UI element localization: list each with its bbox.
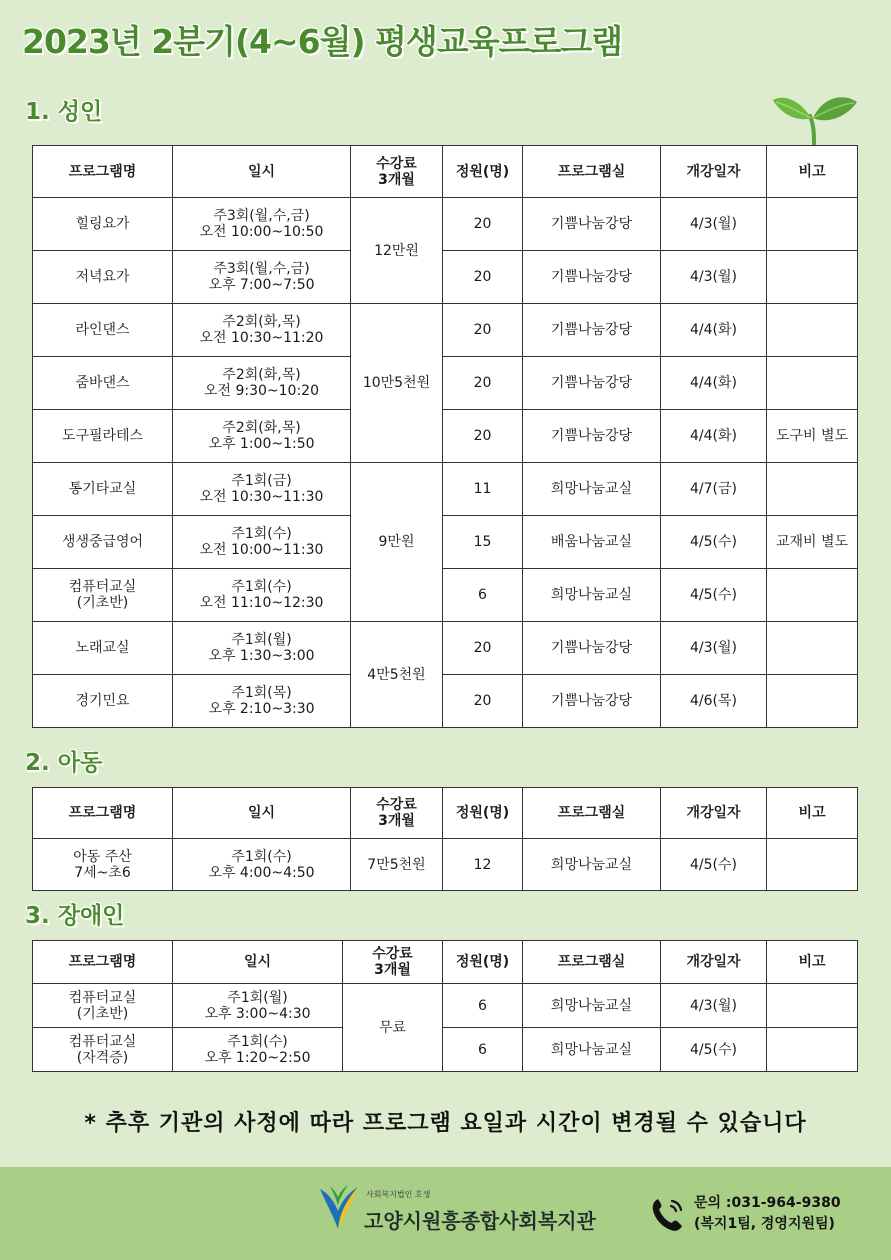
program-name: 컴퓨터교실 (자격증) [33, 1028, 173, 1072]
table-row [33, 463, 858, 516]
program-room: 희망나눔교실 [523, 984, 661, 1028]
program-fee: 무료 [343, 984, 443, 1072]
program-note [767, 251, 858, 304]
program-room: 희망나눔교실 [523, 463, 661, 516]
program-schedule: 주1회(수) 오후 1:20~2:50 [173, 1028, 343, 1072]
section-title-disabled: 3. 장애인 [25, 903, 125, 929]
header-capacity: 정원(명) [443, 941, 523, 984]
program-name: 컴퓨터교실 (기초반) [33, 569, 173, 622]
program-note [767, 984, 858, 1028]
header-program-name: 프로그램명 [33, 941, 173, 984]
table-row [33, 984, 858, 1028]
program-capacity: 6 [443, 984, 523, 1028]
program-note [767, 839, 858, 891]
program-room: 기쁨나눔강당 [523, 357, 661, 410]
program-fee: 12만원 [351, 198, 443, 304]
program-capacity: 20 [443, 675, 523, 728]
table-row [33, 569, 858, 622]
footer [0, 1167, 891, 1260]
program-schedule: 주2회(화,목) 오전 9:30~10:20 [173, 357, 351, 410]
header-room: 프로그램실 [523, 788, 661, 839]
sprout-icon [770, 88, 860, 150]
header-note: 비고 [767, 146, 858, 198]
program-name: 줌바댄스 [33, 357, 173, 410]
program-start-date: 4/3(월) [661, 251, 767, 304]
program-note [767, 675, 858, 728]
program-note [767, 463, 858, 516]
program-capacity: 20 [443, 410, 523, 463]
header-fee: 수강료 3개월 [343, 941, 443, 984]
contact-phone: 문의 :031-964-9380 [694, 1195, 841, 1211]
program-start-date: 4/4(화) [661, 410, 767, 463]
program-capacity: 20 [443, 304, 523, 357]
program-note [767, 357, 858, 410]
program-start-date: 4/5(수) [661, 839, 767, 891]
program-start-date: 4/3(월) [661, 198, 767, 251]
contact-teams: (복지1팀, 경영지원팀) [694, 1216, 835, 1232]
program-room: 희망나눔교실 [523, 569, 661, 622]
program-schedule: 주3회(월,수,금) 오전 10:00~10:50 [173, 198, 351, 251]
program-schedule: 주1회(수) 오후 4:00~4:50 [173, 839, 351, 891]
table-header-row [33, 941, 858, 984]
contact-info [650, 1193, 870, 1241]
program-schedule: 주1회(월) 오후 3:00~4:30 [173, 984, 343, 1028]
program-start-date: 4/5(수) [661, 569, 767, 622]
logo-foundation-label: 사회복지법인 호생 [366, 1190, 431, 1199]
section-title-children: 2. 아동 [25, 750, 103, 776]
program-room: 희망나눔교실 [523, 1028, 661, 1072]
program-note: 도구비 별도 [767, 410, 858, 463]
program-room: 기쁨나눔강당 [523, 675, 661, 728]
program-room: 기쁨나눔강당 [523, 304, 661, 357]
program-capacity: 12 [443, 839, 523, 891]
program-capacity: 6 [443, 1028, 523, 1072]
adult-program-table [32, 145, 858, 728]
table-row [33, 675, 858, 728]
header-start-date: 개강일자 [661, 941, 767, 984]
header-capacity: 정원(명) [443, 788, 523, 839]
program-name: 라인댄스 [33, 304, 173, 357]
header-schedule: 일시 [173, 941, 343, 984]
header-room: 프로그램실 [523, 941, 661, 984]
table-row [33, 198, 858, 251]
program-name: 생생중급영어 [33, 516, 173, 569]
program-name: 도구필라테스 [33, 410, 173, 463]
program-name: 컴퓨터교실 (기초반) [33, 984, 173, 1028]
header-program-name: 프로그램명 [33, 146, 173, 198]
program-fee: 7만5천원 [351, 839, 443, 891]
page-title: 2023년 2분기(4~6월) 평생교육프로그램 [22, 22, 623, 61]
children-program-table [32, 787, 858, 891]
program-start-date: 4/5(수) [661, 516, 767, 569]
program-room: 기쁨나눔강당 [523, 410, 661, 463]
program-capacity: 11 [443, 463, 523, 516]
program-capacity: 20 [443, 251, 523, 304]
program-name: 통기타교실 [33, 463, 173, 516]
program-schedule: 주1회(수) 오전 11:10~12:30 [173, 569, 351, 622]
header-fee: 수강료 3개월 [351, 788, 443, 839]
table-header-row [33, 146, 858, 198]
header-schedule: 일시 [173, 788, 351, 839]
table-header-row [33, 788, 858, 839]
table-row [33, 1028, 858, 1072]
header-start-date: 개강일자 [661, 146, 767, 198]
header-note: 비고 [767, 941, 858, 984]
program-name: 힐링요가 [33, 198, 173, 251]
program-capacity: 20 [443, 198, 523, 251]
header-capacity: 정원(명) [443, 146, 523, 198]
program-schedule: 주1회(목) 오후 2:10~3:30 [173, 675, 351, 728]
program-name: 노래교실 [33, 622, 173, 675]
table-row [33, 304, 858, 357]
program-name: 아동 주산 7세~초6 [33, 839, 173, 891]
program-name: 저녁요가 [33, 251, 173, 304]
header-start-date: 개강일자 [661, 788, 767, 839]
table-row [33, 516, 858, 569]
program-name: 경기민요 [33, 675, 173, 728]
program-capacity: 20 [443, 357, 523, 410]
program-room: 기쁨나눔강당 [523, 198, 661, 251]
logo-organization-name: 고양시원흥종합사회복지관 [364, 1209, 596, 1233]
table-row [33, 622, 858, 675]
table-row [33, 410, 858, 463]
program-capacity: 15 [443, 516, 523, 569]
table-row [33, 251, 858, 304]
program-fee: 4만5천원 [351, 622, 443, 728]
program-schedule: 주1회(수) 오전 10:00~11:30 [173, 516, 351, 569]
program-start-date: 4/5(수) [661, 1028, 767, 1072]
program-start-date: 4/4(화) [661, 304, 767, 357]
program-start-date: 4/6(목) [661, 675, 767, 728]
program-start-date: 4/3(월) [661, 622, 767, 675]
header-fee: 수강료 3개월 [351, 146, 443, 198]
program-capacity: 20 [443, 622, 523, 675]
table-row [33, 357, 858, 410]
program-start-date: 4/3(월) [661, 984, 767, 1028]
program-note [767, 198, 858, 251]
section-title-adult: 1. 성인 [25, 99, 103, 125]
program-note [767, 622, 858, 675]
header-schedule: 일시 [173, 146, 351, 198]
table-row [33, 839, 858, 891]
program-schedule: 주1회(금) 오전 10:30~11:30 [173, 463, 351, 516]
program-start-date: 4/4(화) [661, 357, 767, 410]
program-room: 희망나눔교실 [523, 839, 661, 891]
program-note: 교재비 별도 [767, 516, 858, 569]
program-note [767, 1028, 858, 1072]
program-start-date: 4/7(금) [661, 463, 767, 516]
program-note [767, 304, 858, 357]
program-capacity: 6 [443, 569, 523, 622]
header-note: 비고 [767, 788, 858, 839]
header-program-name: 프로그램명 [33, 788, 173, 839]
phone-icon [650, 1195, 686, 1233]
logo-emblem-icon [316, 1183, 362, 1233]
program-schedule: 주2회(화,목) 오후 1:00~1:50 [173, 410, 351, 463]
program-schedule: 주1회(월) 오후 1:30~3:00 [173, 622, 351, 675]
program-room: 기쁨나눔강당 [523, 251, 661, 304]
program-room: 기쁨나눔강당 [523, 622, 661, 675]
program-fee: 10만5천원 [351, 304, 443, 463]
program-fee: 9만원 [351, 463, 443, 622]
disabled-program-table [32, 940, 858, 1072]
program-schedule: 주3회(월,수,금) 오후 7:00~7:50 [173, 251, 351, 304]
program-room: 배움나눔교실 [523, 516, 661, 569]
schedule-change-notice: * 추후 기관의 사정에 따라 프로그램 요일과 시간이 변경될 수 있습니다 [84, 1111, 807, 1136]
organization-logo [316, 1181, 596, 1251]
program-note [767, 569, 858, 622]
program-schedule: 주2회(화,목) 오전 10:30~11:20 [173, 304, 351, 357]
header-room: 프로그램실 [523, 146, 661, 198]
